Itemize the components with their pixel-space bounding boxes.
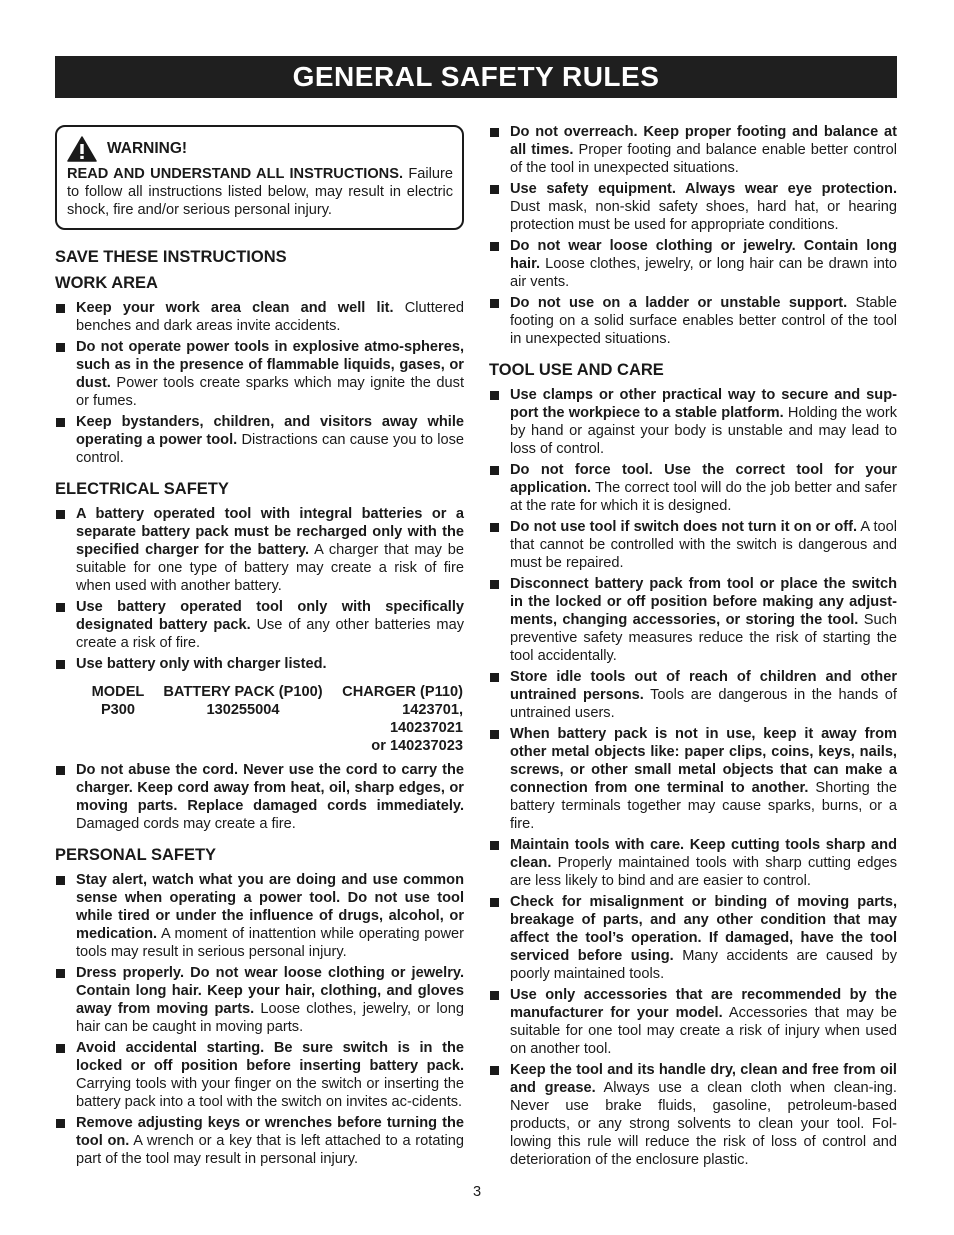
list-item: Do not overreach. Keep proper footing and balance at all times. Proper footing and balance enable better control of the tool in unexpected situations. (489, 123, 897, 177)
personal-list (55, 871, 464, 1168)
list-item: Keep the tool and its handle dry, clean and free from oil and grease. Always use a clean cloth when clean-ing. Never use brake fluids, gasoline, petroleum-based products, or any strong solvents to clean your tool. Fol-lowing this rule will reduce the risk of loss of control and deterioration of the enclosure plastic. (489, 1061, 897, 1169)
work-area-heading: WORK AREA (55, 274, 158, 292)
list-item: Use only accessories that are recommended by the manufacturer for your model. Accessories that may be suitable for one tool may create a risk of injury when used on another tool. (489, 986, 897, 1058)
list-item: Keep bystanders, children, and visitors away while operating a power tool. Distractions can cause you to lose control. (55, 413, 464, 467)
model-table-header: MODEL BATTERY PACK (P100) CHARGER (P110) (91, 684, 463, 700)
list-item: Do not use on a ladder or unstable support. Stable footing on a solid surface enables better control of the tool in unexpected situations. (489, 294, 897, 348)
list-item: Use battery only with charger listed. (55, 655, 464, 673)
list-item: Do not abuse the cord. Never use the cord to carry the charger. Keep cord away from heat, oil, sharp edges, or moving parts. Replace damaged cords immediately. Damaged cords may create a fire. (55, 761, 464, 833)
list-item: Dress properly. Do not wear loose clothing or jewelry. Contain long hair. Keep your hair, clothing, and gloves away from moving parts. Loose clothes, jewelry, or long hair can be caught in moving parts. (55, 964, 464, 1036)
cord-list (55, 761, 464, 833)
list-item: Use battery operated tool only with specifically designated battery pack. Use of any other batteries may create a risk of fire. (55, 598, 464, 652)
warning-title: WARNING! (107, 140, 188, 157)
warning-body: Failure to follow all instructions listed below, may result in electric shock, fire and/or serious personal injury. (67, 166, 453, 218)
list-item: Disconnect battery pack from tool or place the switch in the locked or off position before making any adjust-ments, changing accessories, or storing the tool. Such preventive safety measures reduce the risk of starting the tool accidentally. (489, 575, 897, 665)
personal-safety-heading: PERSONAL SAFETY (55, 846, 217, 864)
tool-use-heading: TOOL USE AND CARE (489, 361, 664, 379)
model-table-row: or 140237023 (371, 738, 463, 754)
warning-header (67, 135, 453, 163)
list-item: Check for misalignment or binding of moving parts, breakage of parts, and any other condition that may affect the tool’s operation. If damaged, have the tool serviced before using. Many accidents are caused by poorly maintained tools. (489, 893, 897, 983)
list-item: Do not wear loose clothing or jewelry. Contain long hair. Loose clothes, jewelry, or long hair can be drawn into air vents. (489, 237, 897, 291)
page-number: 3 (472, 1184, 482, 1200)
model-table (83, 683, 464, 755)
list-item: Remove adjusting keys or wrenches before turning the tool on. A wrench or a key that is left attached to a rotating part of the tool may result in personal injury. (55, 1114, 464, 1168)
model-table-row: P300 130255004 1423701, 140237021 (100, 702, 463, 736)
warning-triangle-icon (67, 136, 97, 162)
list-item: Maintain tools with care. Keep cutting tools sharp and clean. Properly maintained tools with sharp cutting edges are less likely to bind and are easier to control. (489, 836, 897, 890)
electrical-list (55, 505, 464, 673)
warning-text (67, 165, 453, 219)
page-title: GENERAL SAFETY RULES (55, 56, 897, 98)
list-item: Use safety equipment. Always wear eye protection. Dust mask, non-skid safety shoes, hard hat, or hearing protection must be used for appropriate conditions. (489, 180, 897, 234)
list-item: Do not operate power tools in explosive atmo-spheres, such as in the presence of flammable liquids, gases, or dust. Power tools create sparks which may ignite the dust or fumes. (55, 338, 464, 410)
list-item: Keep your work area clean and well lit. Cluttered benches and dark areas invite accidents. (55, 299, 464, 335)
list-item: Use clamps or other practical way to secure and sup-port the workpiece to a stable platform. Holding the work by hand or against your body is unstable and may lead to loss of control. (489, 386, 897, 458)
left-column (55, 125, 464, 1171)
tool-use-list (489, 386, 897, 1169)
list-item: Do not force tool. Use the correct tool for your application. The correct tool will do the job better and safer at the rate for which it is designed. (489, 461, 897, 515)
save-instructions-heading: SAVE THESE INSTRUCTIONS (55, 248, 287, 266)
list-item: When battery pack is not in use, keep it away from other metal objects like: paper clips, coins, keys, nails, screws, or other small metal objects that can make a connection from one terminal to another. Shorting the battery terminals together may cause sparks, burns, or a fire. (489, 725, 897, 833)
warning-lead: READ AND UNDERSTAND ALL INSTRUCTIONS. (67, 166, 404, 182)
right-column (489, 123, 897, 1172)
work-area-list (55, 299, 464, 467)
electrical-safety-heading: ELECTRICAL SAFETY (55, 480, 229, 498)
list-item: Do not use tool if switch does not turn it on or off. A tool that cannot be controlled with the switch is dangerous and must be repaired. (489, 518, 897, 572)
list-item: Stay alert, watch what you are doing and use common sense when operating a power tool. Do not use tool while tired or under the influence of drugs, alcohol, or medication. A moment of inattention while operating power tools may result in serious personal injury. (55, 871, 464, 961)
list-item: Avoid accidental starting. Be sure switch is in the locked or off position before inserting battery pack. Carrying tools with your finger on the switch or inserting the battery pack into a tool with the switch on invites ac-cidents. (55, 1039, 464, 1111)
personal-list-continued (489, 123, 897, 348)
list-item: A battery operated tool with integral batteries or a separate battery pack must be recharged only with the specified charger for the battery. A charger that may be suitable for one type of battery may create a risk of fire when used with another battery. (55, 505, 464, 595)
warning-box (55, 125, 464, 230)
list-item: Store idle tools out of reach of children and other untrained persons. Tools are dangerous in the hands of untrained users. (489, 668, 897, 722)
